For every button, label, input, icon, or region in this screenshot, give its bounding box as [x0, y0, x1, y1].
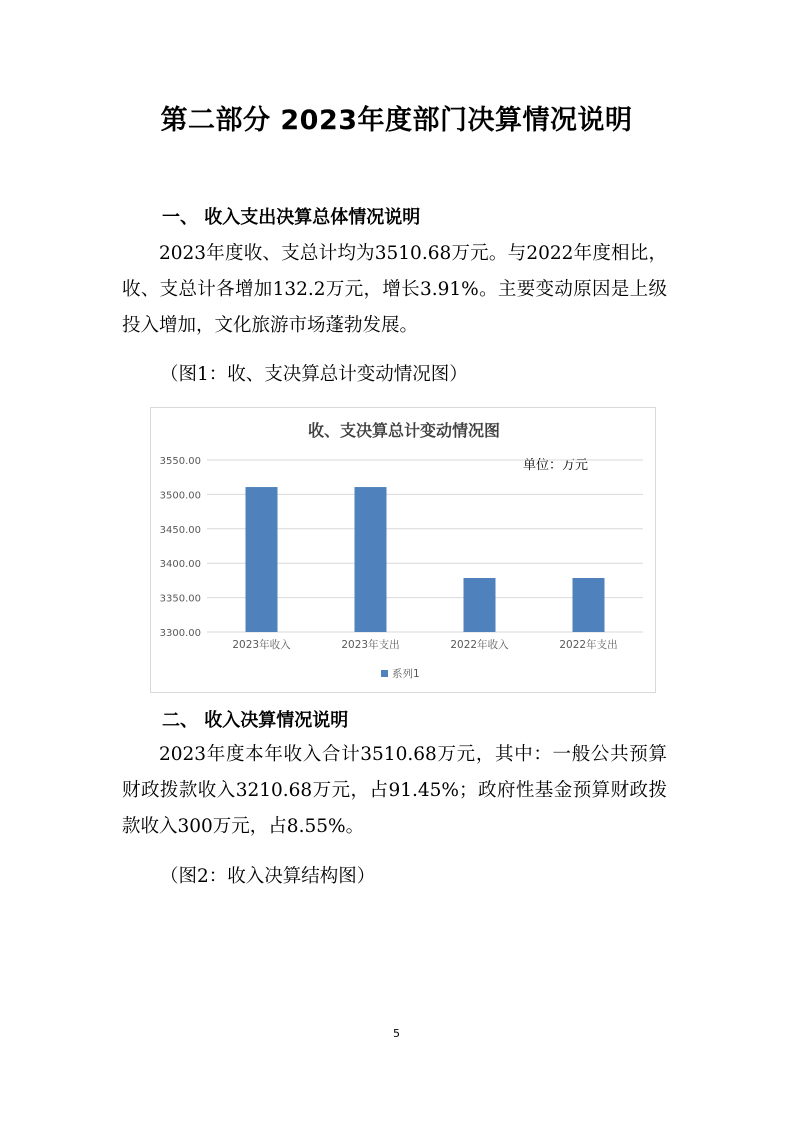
bar [355, 487, 387, 632]
legend-label: 系列1 [392, 668, 420, 680]
chart-svg [151, 408, 657, 694]
bar-chart [150, 407, 656, 693]
y-tick-label: 3550.00 [159, 456, 201, 467]
bar [573, 578, 605, 632]
section2-paragraph: 2023年度本年收入合计3510.68万元，其中：一般公共预算财政拨款收入3210.68万元，占91.45%；政府性基金预算财政拨款收入300万元，占8.55%。 [122, 744, 667, 837]
bar [464, 578, 496, 632]
chart-unit-note: 单位：万元 [523, 458, 589, 473]
x-tick-label: 2022年收入 [450, 639, 509, 651]
x-tick-label: 2023年支出 [341, 639, 400, 651]
y-tick-label: 3350.00 [159, 593, 201, 605]
page-title: 第二部分 2023年度部门决算情况说明 [160, 105, 633, 136]
bar [246, 487, 278, 632]
section1-heading: 一、 收入支出决算总体情况说明 [162, 207, 421, 228]
y-tick-label: 3450.00 [159, 524, 201, 536]
y-tick-label: 3500.00 [159, 490, 201, 502]
legend-swatch [381, 670, 388, 677]
figure2-caption: （图2：收入决算结构图） [160, 866, 376, 887]
x-tick-label: 2023年收入 [232, 639, 291, 651]
section1-paragraph: 2023年度收、支总计均为3510.68万元。与2022年度相比，收、支总计各增加132.2万元，增长3.91%。主要变动原因是上级投入增加，文化旅游市场蓬勃发展。 [122, 243, 667, 336]
y-tick-label: 3300.00 [159, 628, 201, 639]
section2-heading: 二、 收入决算情况说明 [162, 710, 349, 731]
chart-title: 收、支决算总计变动情况图 [307, 421, 501, 440]
y-tick-label: 3400.00 [159, 559, 201, 571]
figure1-caption: （图1：收、支决算总计变动情况图） [160, 364, 468, 385]
x-tick-label: 2022年支出 [559, 639, 618, 651]
page-number: 5 [393, 1027, 400, 1040]
